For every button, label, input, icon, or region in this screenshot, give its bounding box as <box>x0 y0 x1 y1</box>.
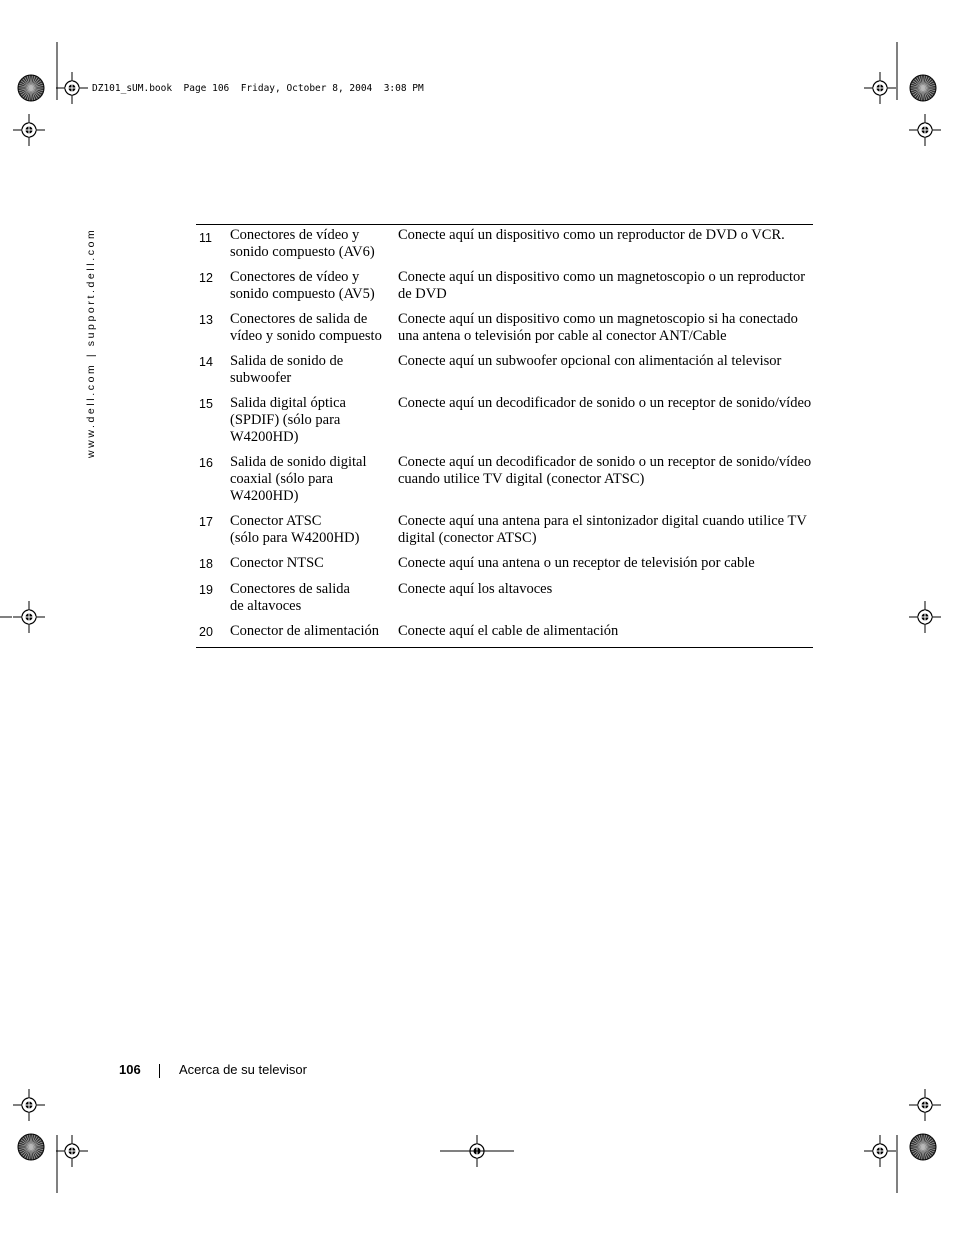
connector-description <box>398 619 813 648</box>
connector-description-line: Conecte aquí un subwoofer opcional con alimentación al televisor <box>398 353 782 369</box>
connector-description-line: Conecte aquí los altavoces <box>398 581 553 597</box>
connector-description <box>398 265 813 307</box>
connector-name <box>230 225 398 266</box>
connector-description <box>398 551 813 577</box>
page-number: 106 <box>119 1062 141 1077</box>
connector-description <box>398 307 813 349</box>
connector-description-line: Conecte aquí un decodificador de sonido o un receptor de sonido/vídeo <box>398 395 812 411</box>
table-row <box>196 619 813 648</box>
table-row <box>196 450 813 509</box>
connector-description-line: una antena o televisión por cable al conector ANT/Cable <box>398 328 727 344</box>
connector-name-line: sonido compuesto (AV5) <box>230 286 375 302</box>
connector-description-line: Conecte aquí un decodificador de sonido o un receptor de sonido/vídeo <box>398 454 812 470</box>
connector-name-line: Conector de alimentación <box>230 623 379 639</box>
connector-description <box>398 509 813 551</box>
connector-description-line: Conecte aquí una antena o un receptor de televisión por cable <box>398 555 755 571</box>
row-number: 17 <box>199 515 213 529</box>
row-number: 19 <box>199 583 213 597</box>
connector-name-line: de altavoces <box>230 598 302 614</box>
connector-name-line: Conectores de salida de <box>230 311 368 327</box>
row-number: 12 <box>199 271 213 285</box>
row-number: 15 <box>199 397 213 411</box>
print-header-info: DZ101_sUM.book Page 106 Friday, October 8, 2004 3:08 PM <box>92 83 424 94</box>
connector-description-line: Conecte aquí un dispositivo como un magnetoscopio o un reproductor <box>398 269 806 285</box>
footer-separator <box>159 1064 160 1078</box>
connector-name <box>230 551 398 577</box>
connector-name-line: Conectores de vídeo y <box>230 227 360 243</box>
table-row <box>196 551 813 577</box>
row-number: 16 <box>199 456 213 470</box>
table-row <box>196 265 813 307</box>
row-number: 11 <box>199 231 212 245</box>
connector-name-line: Conectores de salida <box>230 581 350 597</box>
connector-description-line: Conecte aquí un dispositivo como un magnetoscopio si ha conectado <box>398 311 798 327</box>
connector-table <box>196 224 813 648</box>
connector-description <box>398 225 813 266</box>
connector-description-line: Conecte aquí el cable de alimentación <box>398 623 619 639</box>
connector-name <box>230 265 398 307</box>
connector-name <box>230 450 398 509</box>
table-row <box>196 307 813 349</box>
row-number: 14 <box>199 355 213 369</box>
connector-name-line: (sólo para W4200HD) <box>230 530 360 546</box>
connector-name <box>230 307 398 349</box>
table-row <box>196 577 813 619</box>
connector-description-line: Conecte aquí un dispositivo como un reproductor de DVD o VCR. <box>398 227 785 243</box>
connector-name-line: vídeo y sonido compuesto <box>230 328 382 344</box>
connector-name <box>230 577 398 619</box>
connector-description-line: de DVD <box>398 286 447 302</box>
connector-name-line: Conector ATSC <box>230 513 322 529</box>
row-number: 18 <box>199 557 213 571</box>
row-number: 20 <box>199 625 213 639</box>
connector-name-line: Salida de sonido digital <box>230 454 367 470</box>
table-row <box>196 349 813 391</box>
connector-name-line: (SPDIF) (sólo para <box>230 412 341 428</box>
table-row <box>196 509 813 551</box>
connector-name-line: subwoofer <box>230 370 292 386</box>
connector-description-line: digital (conector ATSC) <box>398 530 537 546</box>
connector-name <box>230 619 398 648</box>
connector-name-line: Conectores de vídeo y <box>230 269 360 285</box>
connector-name-line: W4200HD) <box>230 488 299 504</box>
connector-description <box>398 450 813 509</box>
connector-description-line: Conecte aquí una antena para el sintonizador digital cuando utilice TV <box>398 513 807 529</box>
connector-name-line: coaxial (sólo para <box>230 471 334 487</box>
connector-name-line: Salida de sonido de <box>230 353 344 369</box>
connector-description <box>398 577 813 619</box>
connector-description <box>398 391 813 450</box>
sidebar-url: www.dell.com | support.dell.com <box>85 227 97 458</box>
connector-name <box>230 391 398 450</box>
row-number: 13 <box>199 313 213 327</box>
connector-name <box>230 349 398 391</box>
connector-description-line: cuando utilice TV digital (conector ATSC) <box>398 471 645 487</box>
connector-name-line: sonido compuesto (AV6) <box>230 244 375 260</box>
table-row <box>196 225 813 266</box>
connector-name <box>230 509 398 551</box>
connector-description <box>398 349 813 391</box>
footer-section-title: Acerca de su televisor <box>179 1062 307 1077</box>
connector-name-line: W4200HD) <box>230 429 299 445</box>
table-row <box>196 391 813 450</box>
connector-name-line: Salida digital óptica <box>230 395 346 411</box>
connector-name-line: Conector NTSC <box>230 555 324 571</box>
